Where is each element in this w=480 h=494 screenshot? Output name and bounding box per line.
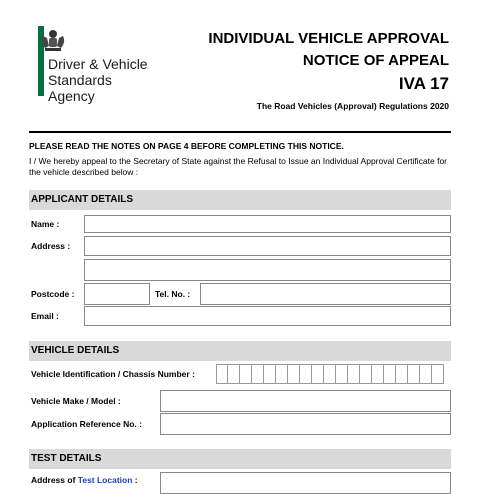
vin-cell[interactable] — [360, 364, 372, 384]
regulations-text: The Road Vehicles (Approval) Regulations 2020 — [256, 101, 449, 111]
vin-cell[interactable] — [228, 364, 240, 384]
royal-crest-icon — [38, 26, 68, 54]
vin-cell[interactable] — [384, 364, 396, 384]
tel-label: Tel. No. : — [155, 289, 191, 299]
read-notes-notice: PLEASE READ THE NOTES ON PAGE 4 BEFORE COMPLETING THIS NOTICE. — [29, 141, 344, 151]
vin-field[interactable] — [216, 364, 444, 384]
vin-cell[interactable] — [432, 364, 444, 384]
name-field[interactable] — [84, 215, 451, 233]
application-ref-field[interactable] — [160, 413, 451, 435]
address-field-line-1[interactable] — [84, 236, 451, 256]
make-model-field[interactable] — [160, 390, 451, 412]
vin-cell[interactable] — [408, 364, 420, 384]
vin-cell[interactable] — [288, 364, 300, 384]
vin-cell[interactable] — [348, 364, 360, 384]
email-label: Email : — [31, 311, 59, 321]
vin-cell[interactable] — [324, 364, 336, 384]
make-model-label: Vehicle Make / Model : — [31, 396, 121, 406]
vin-cell[interactable] — [240, 364, 252, 384]
vin-cell[interactable] — [300, 364, 312, 384]
agency-name — [48, 56, 148, 104]
test-details-heading: TEST DETAILS — [29, 449, 451, 469]
email-field[interactable] — [84, 306, 451, 326]
tel-field[interactable] — [200, 283, 451, 305]
test-location-field[interactable] — [160, 472, 451, 494]
appeal-statement: I / We hereby appeal to the Secretary of State against the Refusal to Issue an Individual Approval Certificate for the vehicle described below : — [29, 156, 447, 177]
form-code: IVA 17 — [398, 74, 449, 93]
vehicle-details-heading: VEHICLE DETAILS — [29, 341, 451, 361]
agency-line-3: Agency — [48, 88, 95, 104]
test-location-label — [31, 475, 138, 485]
agency-line-1: Driver & Vehicle — [48, 56, 148, 72]
name-label: Name : — [31, 219, 60, 229]
postcode-field[interactable] — [84, 283, 150, 305]
vin-cell[interactable] — [252, 364, 264, 384]
header-divider — [29, 131, 451, 133]
test-location-suffix: : — [134, 475, 138, 485]
vin-cell[interactable] — [276, 364, 288, 384]
vin-cell[interactable] — [312, 364, 324, 384]
test-location-prefix: Address of — [31, 475, 76, 485]
applicant-details-heading: APPLICANT DETAILS — [29, 190, 451, 210]
vin-cell[interactable] — [264, 364, 276, 384]
vin-cell[interactable] — [396, 364, 408, 384]
vin-cell[interactable] — [336, 364, 348, 384]
address-label: Address : — [31, 241, 71, 251]
vin-cell[interactable] — [216, 364, 228, 384]
address-field-line-2[interactable] — [84, 259, 451, 281]
test-location-link[interactable]: Test Location — [77, 475, 133, 485]
form-title-line-1: INDIVIDUAL VEHICLE APPROVAL — [208, 30, 449, 47]
vin-label: Vehicle Identification / Chassis Number : — [31, 369, 195, 379]
vin-cell[interactable] — [372, 364, 384, 384]
postcode-label: Postcode : — [31, 289, 75, 299]
vin-cell[interactable] — [420, 364, 432, 384]
application-ref-label: Application Reference No. : — [31, 419, 142, 429]
form-title-line-2: NOTICE OF APPEAL — [302, 52, 449, 69]
agency-line-2: Standards — [48, 72, 112, 88]
